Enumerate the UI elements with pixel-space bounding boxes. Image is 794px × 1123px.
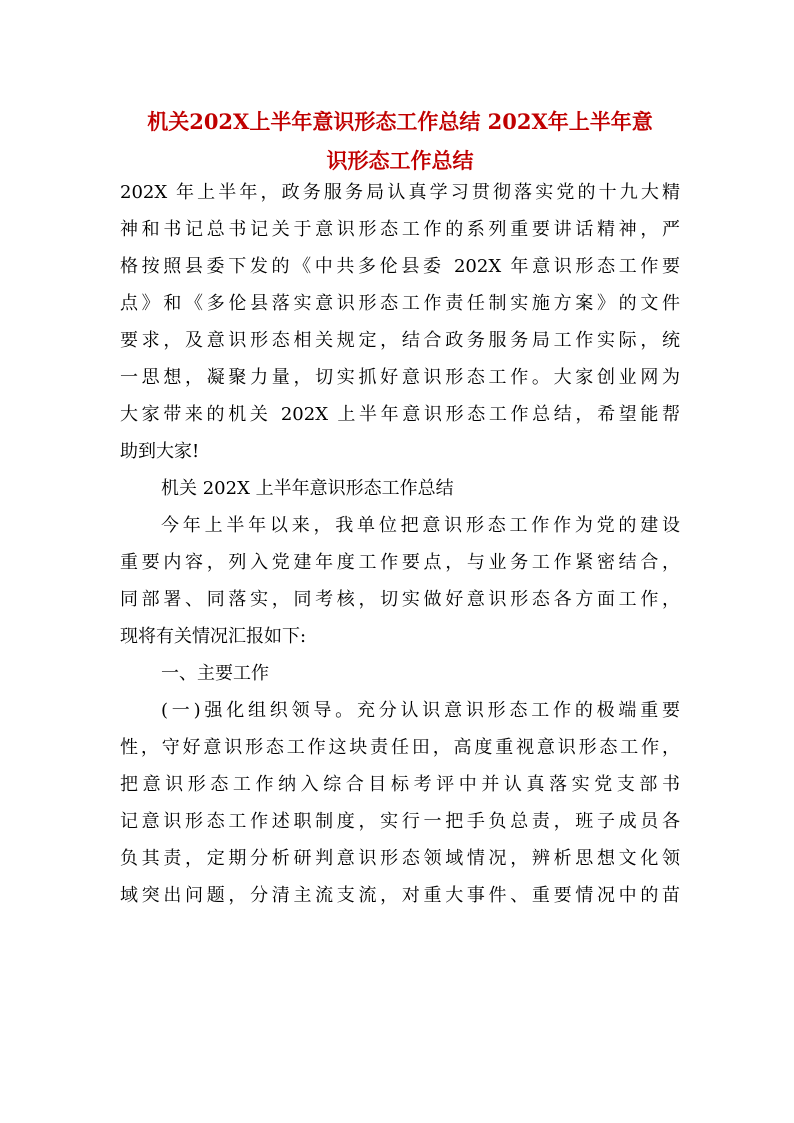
paragraph-line: 把意识形态工作纳入综合目标考评中并认真落实党支部书 xyxy=(120,774,680,795)
paragraph-line: 现将有关情况汇报如下: xyxy=(120,626,307,647)
intro-line: 202X 年上半年，政务服务局认真学习贯彻落实党的十九大精 xyxy=(120,182,680,203)
paragraph-line: 负其责，定期分析研判意识形态领域情况，辨析思想文化领 xyxy=(120,848,680,869)
paragraph-line: 域突出问题，分清主流支流，对重大事件、重要情况中的苗 xyxy=(120,885,680,906)
intro-line: 神和书记总书记关于意识形态工作的系列重要讲话精神，严 xyxy=(120,219,680,240)
subtitle: 机关 202X 上半年意识形态工作总结 xyxy=(161,478,454,499)
paragraph-line: 性，守好意识形态工作这块责任田，高度重视意识形态工作， xyxy=(120,737,680,758)
intro-line: 要求，及意识形态相关规定，结合政务服务局工作实际，统 xyxy=(120,330,680,351)
paragraph-line: 今年上半年以来，我单位把意识形态工作作为党的建设 xyxy=(161,515,680,536)
intro-line: 助到大家! xyxy=(120,441,200,462)
document-title-line-2: 识形态工作总结 xyxy=(326,148,474,173)
section-heading: 一、主要工作 xyxy=(161,663,269,684)
intro-line: 点》和《多伦县落实意识形态工作责任制实施方案》的文件 xyxy=(120,293,680,314)
intro-line: 一思想，凝聚力量，切实抓好意识形态工作。大家创业网为 xyxy=(120,367,680,388)
intro-line: 大家带来的机关 202X 上半年意识形态工作总结，希望能帮 xyxy=(120,404,680,425)
intro-line: 格按照县委下发的《中共多伦县委 202X 年意识形态工作要 xyxy=(120,256,680,277)
document-title-line-1: 机关202X上半年意识形态工作总结 202X年上半年意 xyxy=(147,109,653,134)
paragraph-line: (一)强化组织领导。充分认识意识形态工作的极端重要 xyxy=(161,700,680,721)
paragraph-line: 同部署、同落实，同考核，切实做好意识形态各方面工作， xyxy=(120,589,680,610)
paragraph-line: 重要内容，列入党建年度工作要点，与业务工作紧密结合， xyxy=(120,552,680,573)
paragraph-line: 记意识形态工作述职制度，实行一把手负总责，班子成员各 xyxy=(120,811,680,832)
